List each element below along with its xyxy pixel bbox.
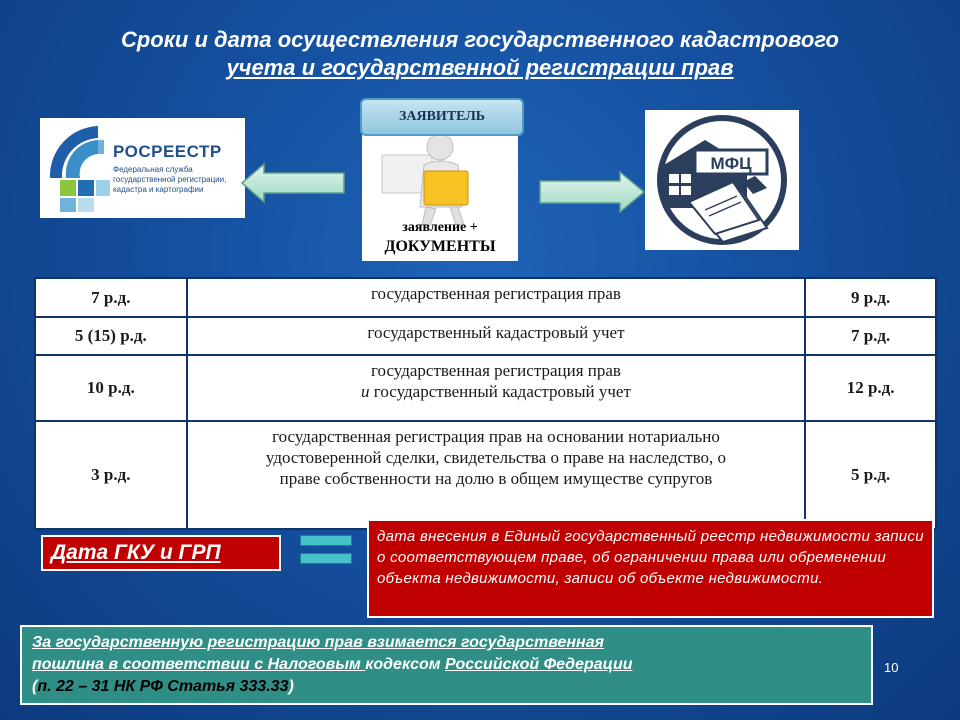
rosreestr-emblem-icon [44, 118, 114, 218]
fee-line-2a: пошлина в соответствии с Налоговым [32, 656, 366, 673]
state-fee-note [20, 625, 873, 705]
procedure-cell [187, 421, 806, 529]
fee-reference: п. 22 – 31 НК РФ Статья 333.33 [37, 678, 289, 695]
fee-line-2c: Российской Федерации [445, 656, 633, 673]
procedure-cell [187, 317, 806, 355]
term-right-cell: 9 р.д. [805, 278, 936, 317]
procedure-line: государственная регистрация прав на основании нотариально [272, 427, 720, 446]
date-label-prefix: Дата [51, 541, 115, 564]
procedure-conjunction: и [361, 382, 370, 401]
term-left-cell: 10 р.д. [35, 355, 187, 421]
procedure-line: государственный кадастровый учет [367, 323, 625, 342]
procedure-line: государственный кадастровый учет [369, 382, 631, 401]
table-row [35, 317, 936, 355]
table-row [35, 278, 936, 317]
fee-ref-close: ) [288, 678, 294, 695]
applicant-caption-line-1: заявление + [402, 220, 478, 235]
procedure-line: праве собственности на долю в общем имуществе супругов [279, 469, 713, 488]
terms-table [34, 277, 937, 530]
term-right-cell: 12 р.д. [805, 355, 936, 421]
table-row [35, 421, 936, 529]
arrow-right-icon [538, 170, 646, 214]
arrow-left-icon [240, 162, 346, 204]
mfc-emblem-icon [645, 110, 799, 250]
applicant-caption [362, 218, 518, 256]
table-row [35, 355, 936, 421]
equals-bar-bottom [300, 553, 352, 564]
term-left-cell: 7 р.д. [35, 278, 187, 317]
rosreestr-logo [40, 118, 245, 218]
fee-line-2b: кодексом [365, 656, 446, 673]
applicant-label: ЗАЯВИТЕЛЬ [360, 98, 524, 136]
equals-bar-top [300, 535, 352, 546]
equals-icon [300, 532, 352, 572]
procedure-line: государственная регистрация прав [370, 284, 621, 303]
title-line-1: Сроки и дата осуществления государственного кадастрового [120, 27, 839, 52]
applicant-caption-line-2: ДОКУМЕНТЫ [384, 238, 496, 255]
procedure-line: удостоверенной сделки, свидетельства о праве на наследство, о [265, 448, 726, 467]
procedure-line: государственная регистрация прав [370, 361, 621, 380]
title-line-2: учета и государственной регистрации прав [226, 55, 734, 80]
term-left-cell: 3 р.д. [35, 421, 187, 529]
term-right-cell: 7 р.д. [805, 317, 936, 355]
rosreestr-subtitle: Федеральная служба государственной регистрации, кадастра и картографии [113, 165, 227, 194]
page-number: 10 [884, 660, 899, 675]
term-left-cell: 5 (15) р.д. [35, 317, 187, 355]
rosreestr-name: РОСРЕЕСТР [113, 142, 222, 161]
date-definition: дата внесения в Единый государственный реестр недвижимости записи о соответствующем праве, об ограничении права или обременении объекта недвижимости, записи об объекте недвижимости. [367, 519, 934, 618]
fee-ref-open: ( [32, 678, 38, 695]
date-gku-grp-label [41, 535, 281, 571]
fee-line-1: За государственную регистрацию прав взимается государственная [32, 634, 605, 651]
mfc-text: МФЦ [710, 154, 752, 173]
slide-title [40, 26, 920, 82]
term-right-cell: 5 р.д. [805, 421, 936, 529]
date-label-main: ГКУ и ГРП [114, 541, 221, 564]
mfc-logo [645, 110, 799, 250]
procedure-cell [187, 355, 806, 421]
procedure-cell [187, 278, 806, 317]
